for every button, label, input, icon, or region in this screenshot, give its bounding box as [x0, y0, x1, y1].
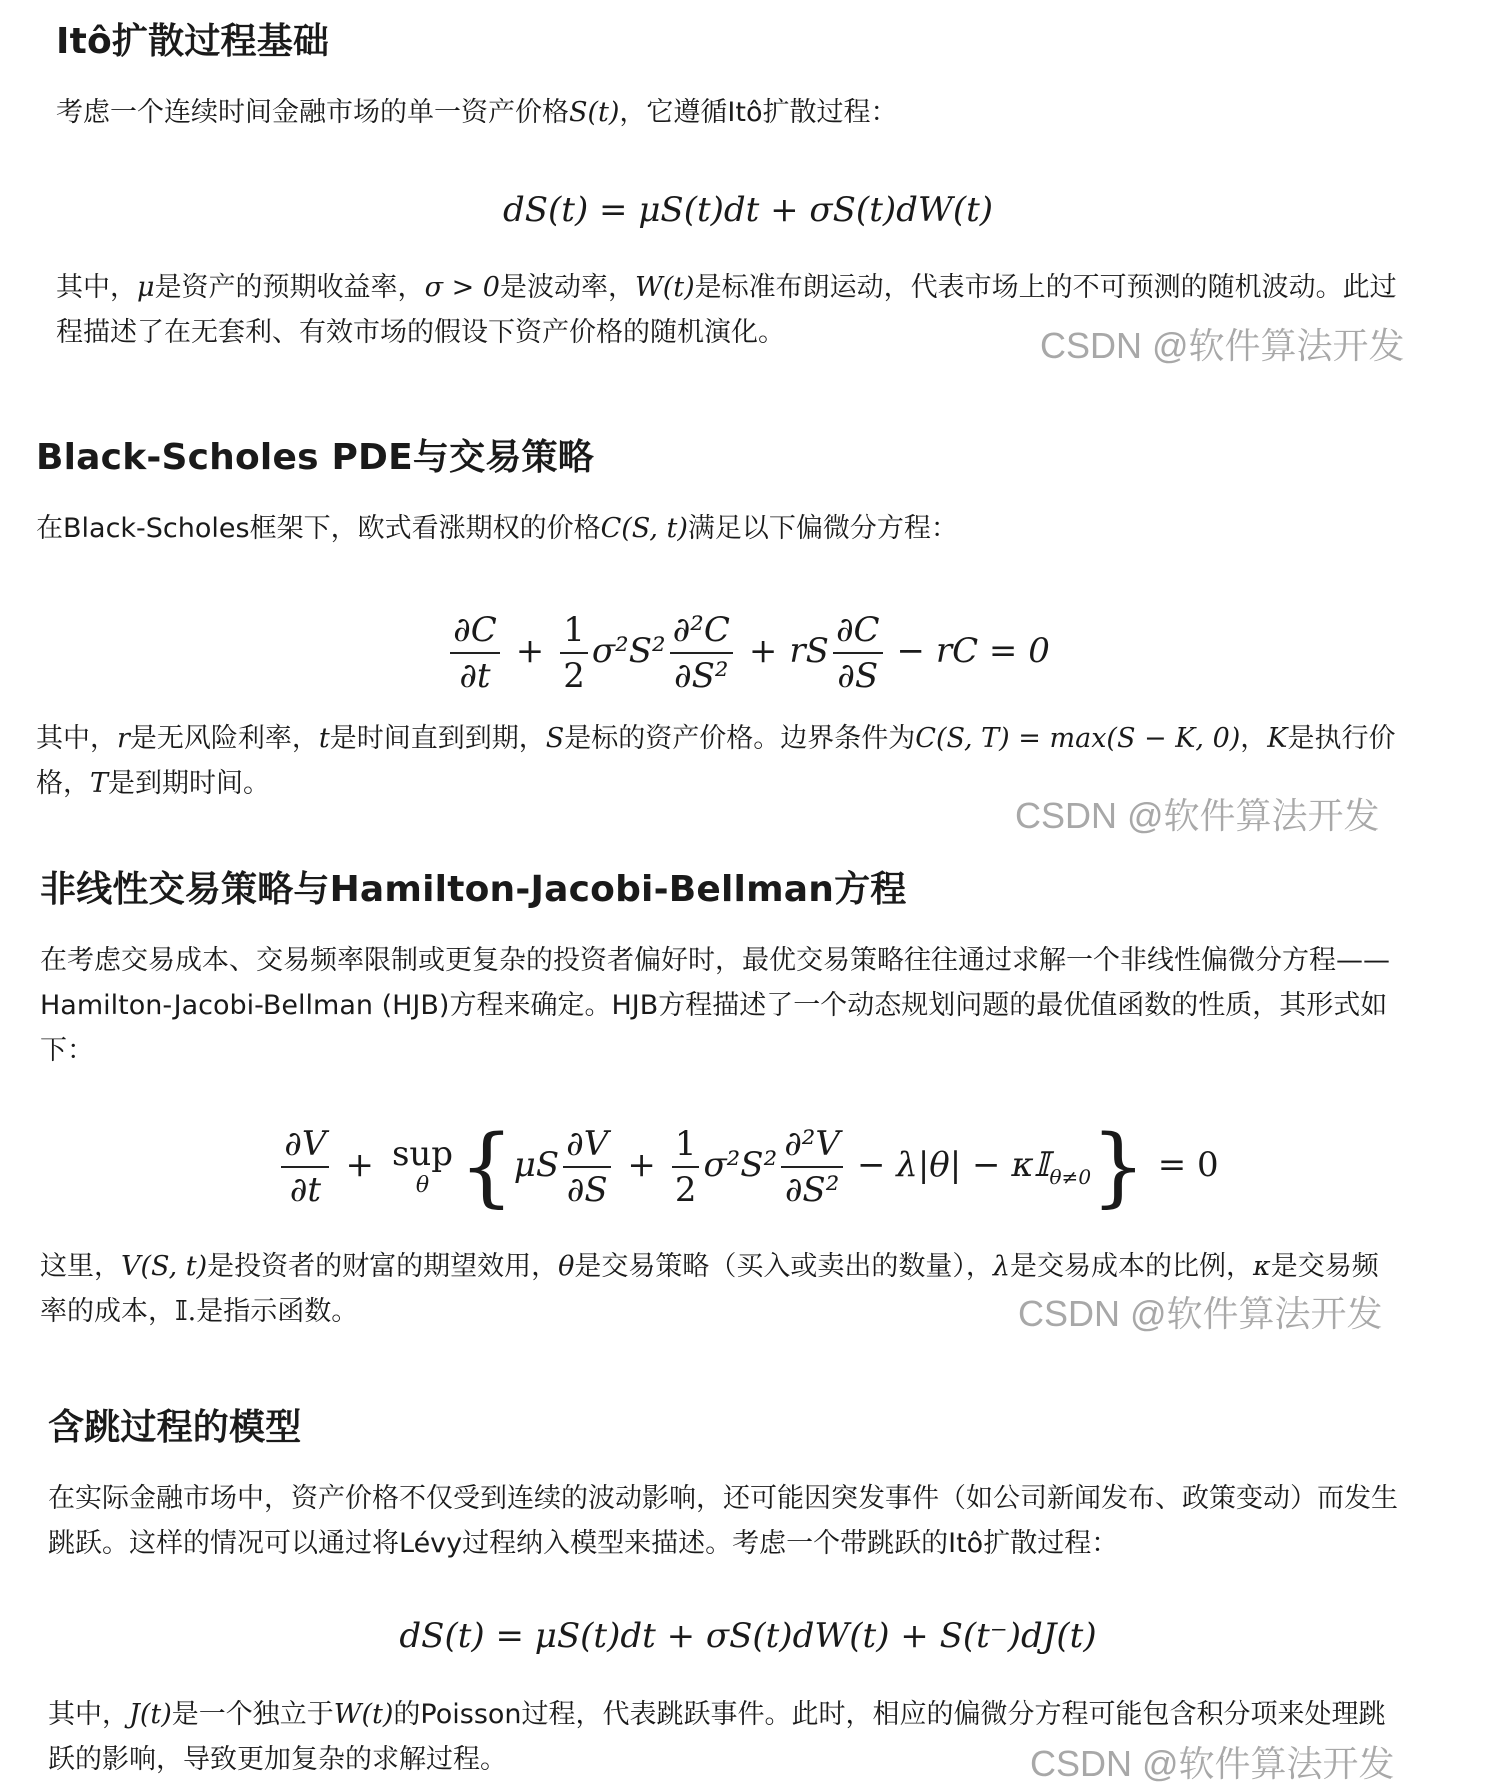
text-run: 是交易策略（买入或卖出的数量）， — [574, 1251, 993, 1282]
fraction-half — [560, 608, 588, 698]
math-kappa: κ — [1253, 1251, 1271, 1282]
ito-intro-paragraph — [56, 90, 1416, 135]
bs-pde-equation — [0, 608, 1496, 698]
term-tail: − rC = 0 — [896, 631, 1050, 671]
section-heading-jump: 含跳过程的模型 — [48, 1407, 302, 1448]
sup-subscript: θ — [415, 1173, 430, 1198]
text-run: 是到期时间。 — [108, 768, 271, 799]
numerator: ∂C — [450, 608, 500, 654]
fraction-d2V-dS2 — [781, 1122, 843, 1212]
fraction-d2C-dS2 — [670, 608, 733, 698]
ito-sde-equation: dS(t) = μS(t)dt + σS(t)dW(t) — [502, 190, 994, 230]
fraction-dV-dS — [563, 1122, 611, 1212]
math-theta: θ — [558, 1251, 575, 1282]
text-run: 是交易频率的成本， — [40, 1251, 1379, 1327]
fraction-dC-dS — [833, 608, 883, 698]
fraction-dC-dt — [450, 608, 500, 698]
text-run: 在Black-Scholes框架下，欧式看涨期权的价格 — [36, 513, 601, 544]
sup-label: sup — [391, 1134, 454, 1174]
fraction-dV-dt — [281, 1122, 329, 1212]
text-run: 其中， — [36, 723, 117, 754]
math-sigma-positive: σ > 0 — [424, 272, 500, 303]
csdn-watermark: CSDN @软件算法开发 — [1015, 795, 1380, 836]
numerator: ∂V — [281, 1122, 329, 1168]
math-mu: μ — [137, 272, 155, 303]
bs-intro-paragraph — [36, 506, 1416, 551]
text-run: 是标准布朗运动，代表市场上的不可预测的随机波动。此过程描述了在无套利、有效市场的假设下资产价格的随机演化。 — [56, 272, 1397, 348]
text-run: 是时间直到到期， — [329, 723, 546, 754]
denominator: ∂t — [459, 656, 491, 696]
term-rS: rS — [789, 631, 829, 671]
text-run: 是指示函数。 — [196, 1296, 359, 1327]
math-r: r — [117, 723, 130, 754]
math-W: W(t) — [333, 1699, 394, 1730]
math-J: J(t) — [129, 1699, 172, 1730]
term-penalty: − λ|θ| − κ𝕀 — [856, 1145, 1050, 1185]
csdn-watermark: CSDN @软件算法开发 — [1030, 1743, 1395, 1784]
math-wiener: W(t) — [634, 272, 695, 303]
text-run: 是执行价格， — [36, 723, 1396, 799]
csdn-watermark: CSDN @软件算法开发 — [1040, 325, 1405, 366]
operator: + — [748, 631, 778, 671]
ito-intro-math: S(t) — [569, 97, 620, 128]
text-run: 是一个独立于 — [171, 1699, 334, 1730]
text-run: 是交易成本的比例， — [1010, 1251, 1254, 1282]
math-option-price: C(S, t) — [600, 513, 688, 544]
ito-intro-text: 考虑一个连续时间金融市场的单一资产价格 — [56, 97, 569, 128]
math-K: K — [1267, 723, 1288, 754]
numerator: 1 — [560, 608, 588, 654]
denominator: 2 — [563, 656, 585, 696]
text-run: 其中， — [56, 272, 137, 303]
operator: + — [515, 631, 545, 671]
right-brace: } — [1091, 1117, 1146, 1217]
term-sigma-s: σ²S² — [703, 1145, 778, 1185]
denominator: ∂S² — [674, 656, 729, 696]
ito-intro-suffix: ，它遵循Itô扩散过程： — [619, 97, 898, 128]
term-mu-S: μS — [513, 1145, 560, 1185]
math-t: t — [318, 723, 330, 754]
numerator: ∂²C — [670, 608, 733, 654]
equation-rhs: = 0 — [1157, 1145, 1219, 1185]
text-run: 是波动率， — [499, 272, 635, 303]
hjb-equation — [0, 1117, 1496, 1217]
text-run: 是标的资产价格。边界条件为 — [564, 723, 916, 754]
math-T: T — [90, 768, 109, 799]
text-run: ， — [1240, 723, 1268, 754]
jump-intro-paragraph: 在实际金融市场中，资产价格不仅受到连续的波动影响，还可能因突发事件（如公司新闻发布、政策变动）而发生跳跃。这样的情况可以通过将Lévy过程纳入模型来描述。考虑一个带跳跃的Itô扩散过程： — [48, 1483, 1398, 1559]
sup-operator — [391, 1134, 454, 1198]
text-run: 这里， — [40, 1251, 121, 1282]
numerator: ∂C — [833, 608, 883, 654]
math-S: S — [545, 723, 565, 754]
indicator-subscript: θ≠0 — [1049, 1164, 1092, 1189]
denominator: ∂t — [289, 1170, 321, 1210]
numerator: 1 — [672, 1122, 700, 1168]
math-boundary: C(S, T) = max(S − K, 0) — [915, 723, 1241, 754]
numerator: ∂²V — [781, 1122, 843, 1168]
operator: + — [345, 1145, 374, 1185]
text-run: 是资产的预期收益率， — [154, 272, 425, 303]
denominator: ∂S² — [784, 1170, 840, 1210]
left-brace: { — [459, 1117, 514, 1217]
jump-sde-equation: dS(t) = μS(t)dt + σS(t)dW(t) + S(t⁻)dJ(t) — [399, 1616, 1097, 1656]
math-indicator: 𝕀. — [175, 1296, 197, 1327]
operator: + — [627, 1145, 656, 1185]
text-run: 的Poisson过程，代表跳跃事件。此时，相应的偏微分方程可能包含积分项来处理跳跃的影响，导致更加复杂的求解过程。 — [48, 1699, 1386, 1775]
text-run: 其中， — [48, 1699, 129, 1730]
math-lambda: λ — [992, 1251, 1011, 1282]
term-sigma-s: σ²S² — [591, 631, 666, 671]
denominator: ∂S — [566, 1170, 608, 1210]
text-run: 是无风险利率， — [129, 723, 319, 754]
numerator: ∂V — [563, 1122, 611, 1168]
csdn-watermark: CSDN @软件算法开发 — [1018, 1293, 1383, 1334]
text-run: 满足以下偏微分方程： — [687, 513, 958, 544]
section-heading-hjb: 非线性交易策略与Hamilton-Jacobi-Bellman方程 — [40, 869, 907, 910]
denominator: ∂S — [837, 656, 879, 696]
hjb-intro-paragraph: 在考虑交易成本、交易频率限制或更复杂的投资者偏好时，最优交易策略往往通过求解一个非线性偏微分方程——Hamilton-Jacobi-Bellman (HJB)方程来确定。HJB方程描述了一个动态规划问题的最优值函数的性质，其形式如下： — [40, 945, 1390, 1066]
fraction-half — [672, 1122, 700, 1212]
text-run: 是投资者的财富的期望效用， — [207, 1251, 559, 1282]
section-heading-black-scholes: Black-Scholes PDE与交易策略 — [36, 437, 594, 478]
section-heading-ito: Itô扩散过程基础 — [56, 21, 330, 62]
denominator: 2 — [674, 1170, 697, 1210]
math-V: V(S, t) — [121, 1251, 208, 1282]
